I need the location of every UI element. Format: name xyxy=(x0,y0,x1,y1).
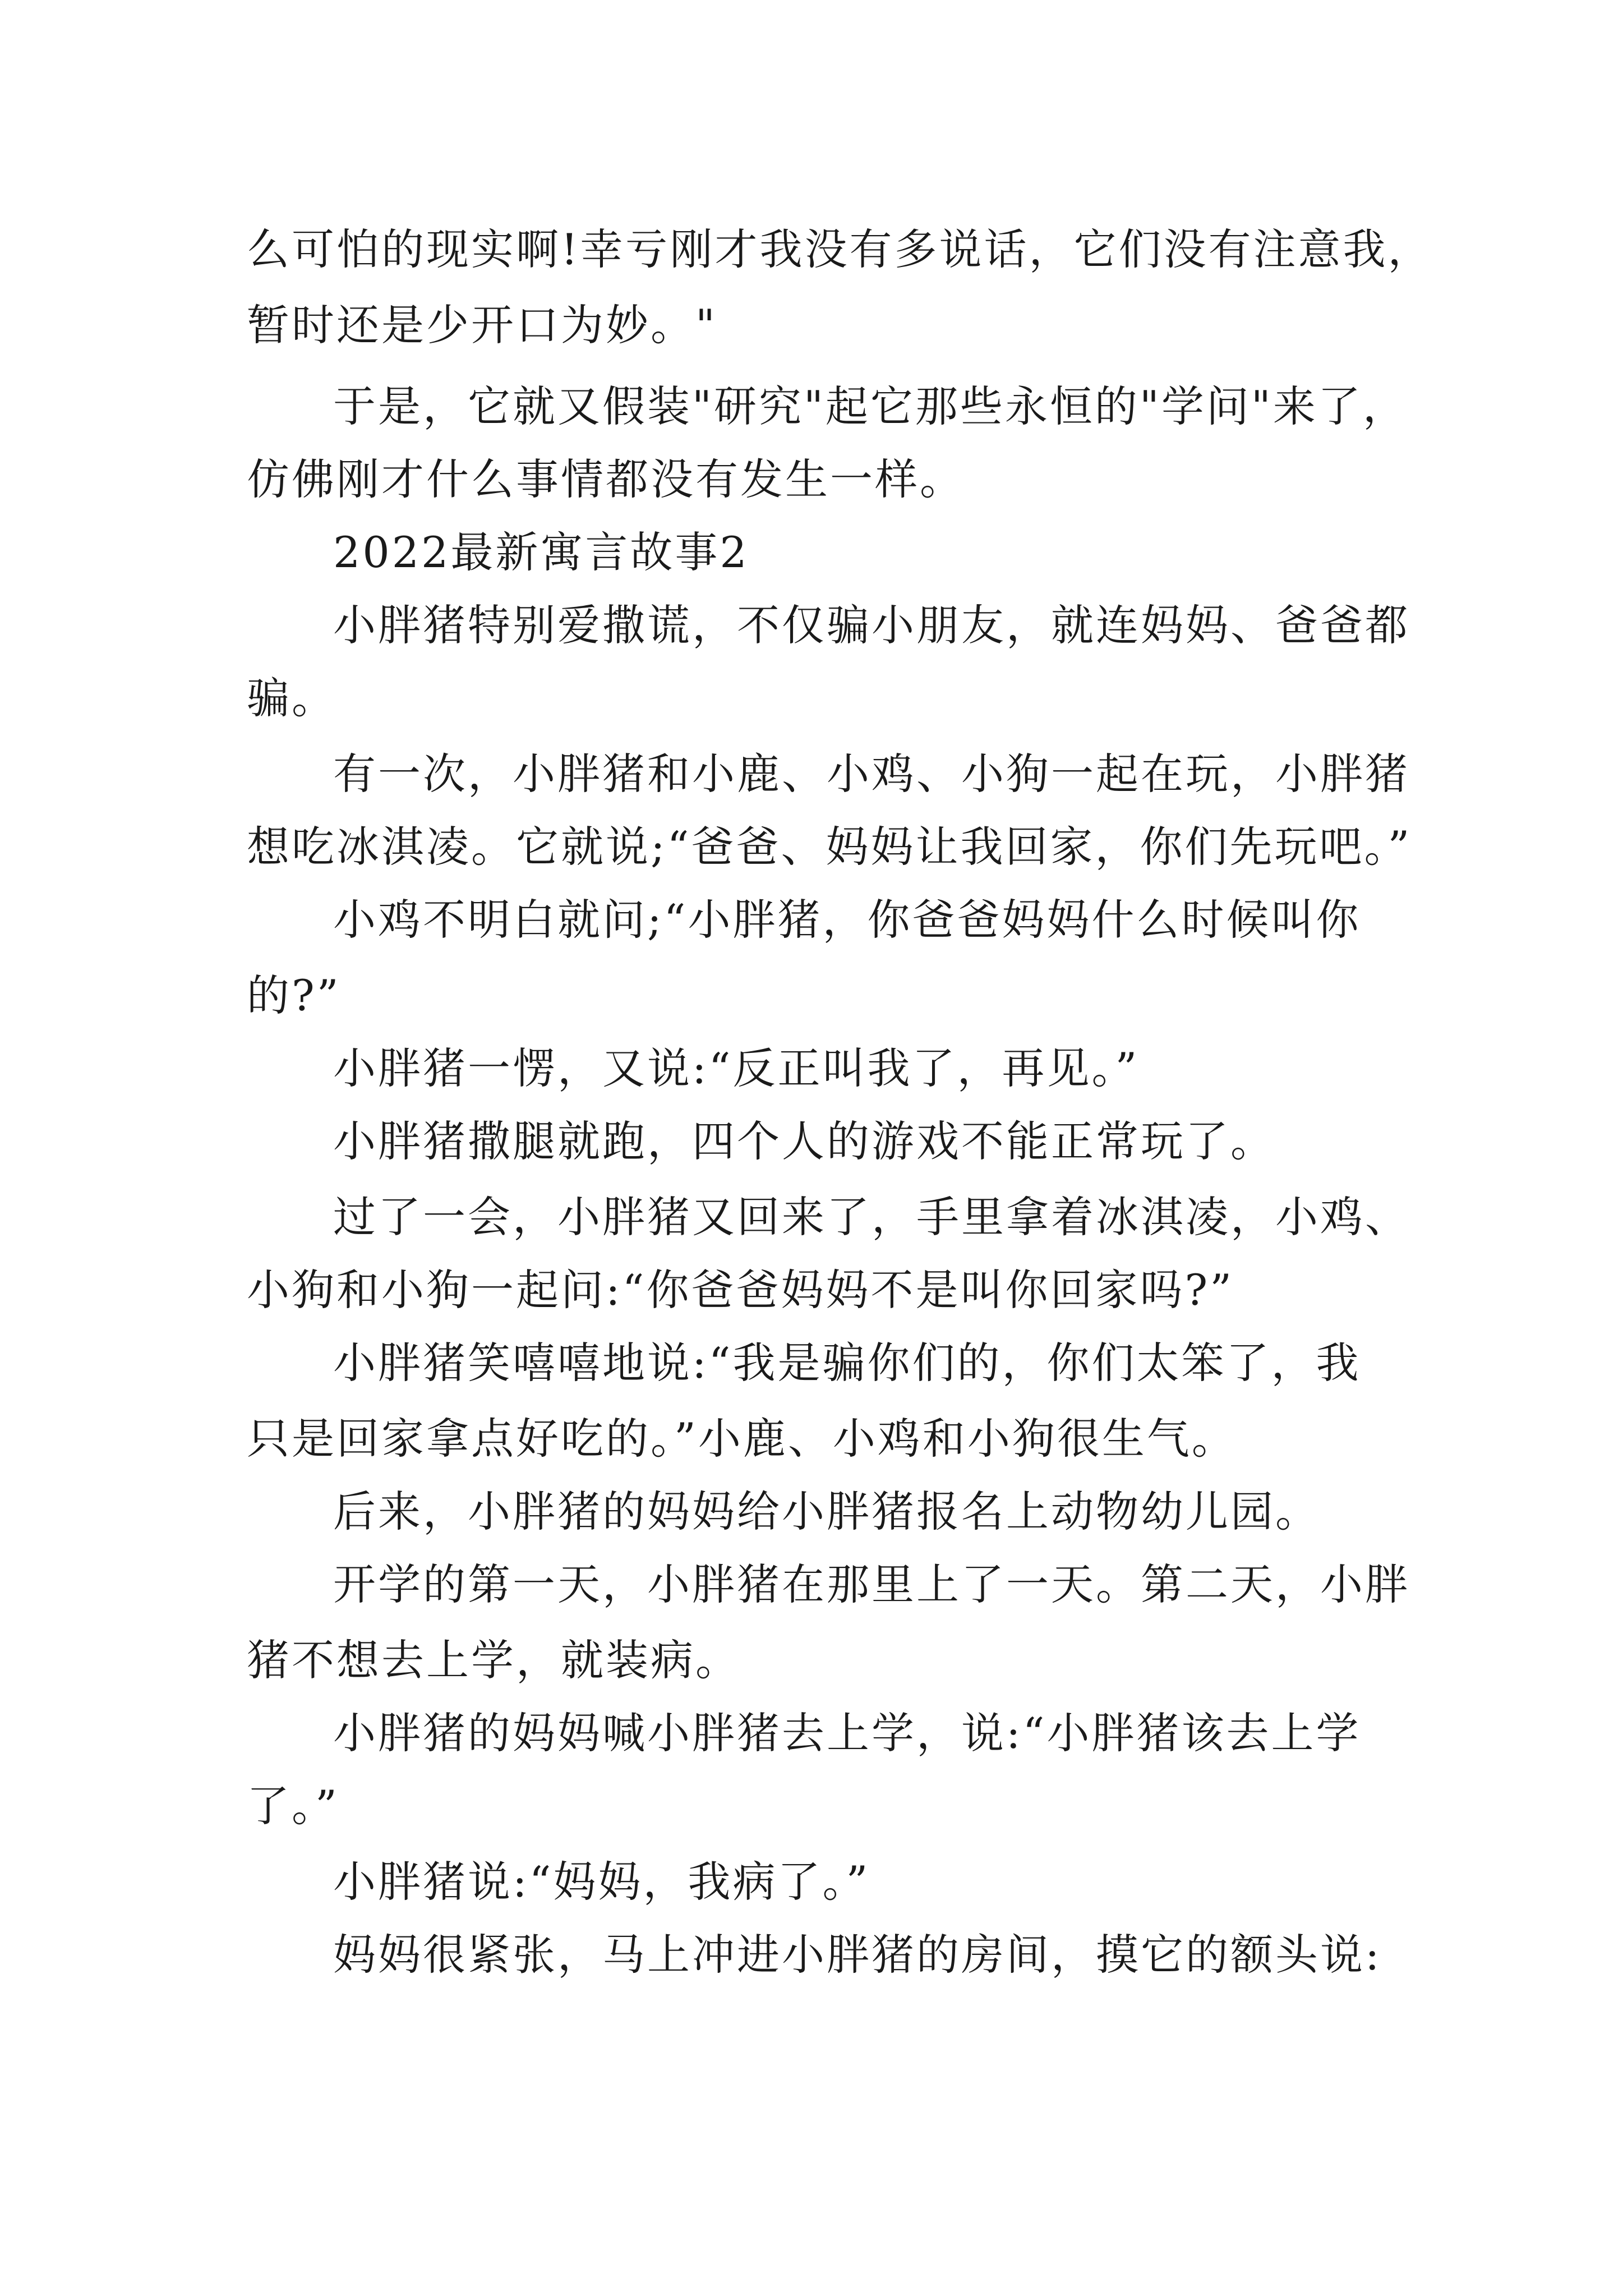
text-line: 么可怕的现实啊!幸亏刚才我没有多说话，它们没有注意我， xyxy=(247,224,1433,274)
text-line: 小胖猪撒腿就跑，四个人的游戏不能正常玩了。 xyxy=(333,1116,1275,1166)
text-line: 开学的第一天，小胖猪在那里上了一天。第二天，小胖 xyxy=(333,1559,1410,1609)
text-line: 过了一会，小胖猪又回来了，手里拿着冰淇凌，小鸡、 xyxy=(333,1192,1410,1242)
text-line: 后来，小胖猪的妈妈给小胖猪报名上动物幼儿园。 xyxy=(333,1487,1320,1536)
text-line: 小狗和小狗一起问:“你爸爸妈妈不是叫你回家吗?” xyxy=(247,1265,1234,1315)
text-line: 有一次，小胖猪和小鹿、小鸡、小狗一起在玩，小胖猪 xyxy=(333,749,1410,799)
text-line: 的?” xyxy=(247,970,341,1020)
text-line: 小胖猪说:“妈妈，我病了。” xyxy=(333,1857,870,1907)
text-line: 暂时还是少开口为妙。" xyxy=(247,300,717,350)
text-line: 仿佛刚才什么事情都没有发生一样。 xyxy=(247,454,965,504)
text-line: 小胖猪的妈妈喊小胖猪去上学，说:“小胖猪该去上学 xyxy=(333,1708,1361,1758)
text-line: 只是回家拿点好吃的。”小鹿、小鸡和小狗很生气。 xyxy=(247,1414,1237,1464)
text-line: 小胖猪特别爱撒谎，不仅骗小朋友，就连妈妈、爸爸都 xyxy=(333,600,1410,650)
section-heading: 2022最新寓言故事2 xyxy=(333,527,749,577)
text-line: 于是，它就又假装"研究"起它那些永恒的"学问"来了， xyxy=(333,381,1408,431)
text-line: 想吃冰淇凌。它就说;“爸爸、妈妈让我回家，你们先玩吧。” xyxy=(247,822,1412,872)
text-line: 小胖猪笑嘻嘻地说:“我是骗你们的，你们太笨了，我 xyxy=(333,1338,1361,1388)
text-line: 小胖猪一愣，又说:“反正叫我了，再见。” xyxy=(333,1043,1140,1093)
text-line: 了。” xyxy=(247,1781,339,1831)
text-line: 妈妈很紧张，马上冲进小胖猪的房间，摸它的额头说: xyxy=(333,1930,1382,1980)
text-line: 小鸡不明白就问;“小胖猪，你爸爸妈妈什么时候叫你 xyxy=(333,895,1361,945)
text-line: 猪不想去上学，就装病。 xyxy=(247,1635,740,1685)
text-line: 骗。 xyxy=(247,673,336,723)
